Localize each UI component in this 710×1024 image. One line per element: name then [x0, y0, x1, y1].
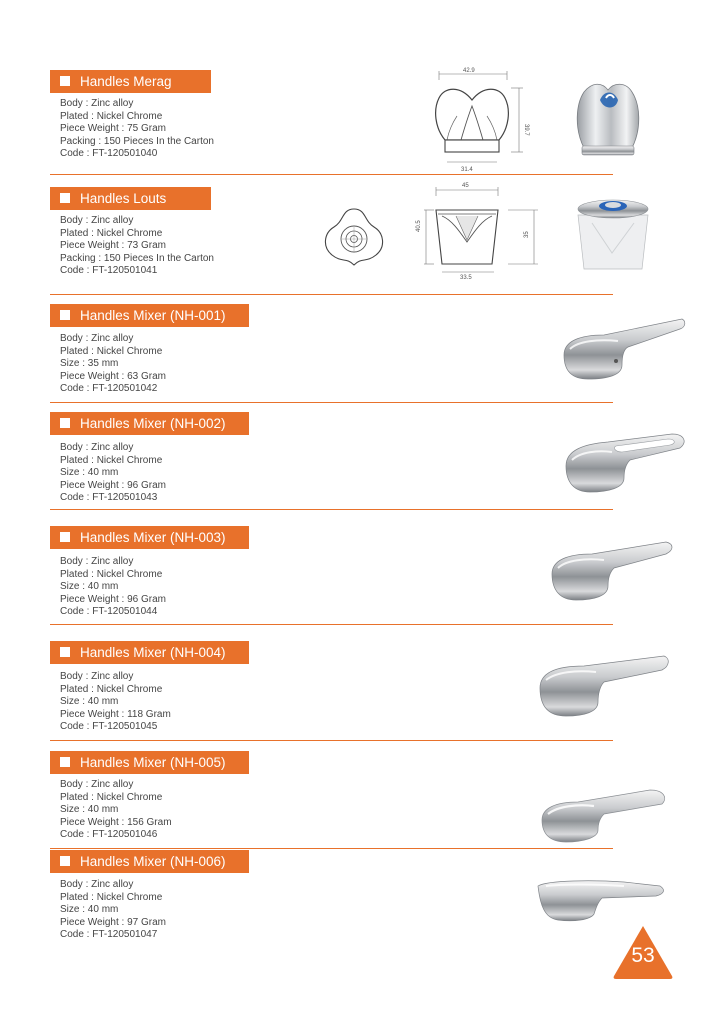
- spec-plated: Plated : Nickel Chrome: [60, 345, 163, 357]
- spec-weight: Piece Weight : 118 Gram: [60, 708, 171, 720]
- spec-body: Body : Zinc alloy: [60, 671, 134, 682]
- spec-code: Code : FT-120501042: [60, 383, 158, 395]
- product-title: Handles Mixer (NH-005): [80, 755, 226, 770]
- spec-weight: Piece Weight : 73 Gram: [60, 240, 166, 252]
- product-header-nh-002: [50, 412, 249, 435]
- product-specs: [60, 215, 214, 278]
- checkbox-square-icon: [60, 418, 70, 428]
- spec-code: Code : FT-120501043: [60, 492, 158, 504]
- nh-001-handle-photo: [558, 315, 688, 383]
- checkbox-square-icon: [60, 76, 70, 86]
- product-title: Handles Merag: [80, 74, 172, 89]
- checkbox-square-icon: [60, 647, 70, 657]
- nh-005-handle-photo: [538, 786, 672, 844]
- product-title: Handles Mixer (NH-003): [80, 530, 226, 545]
- section-divider: [50, 402, 613, 403]
- page-number: 53: [631, 944, 655, 967]
- product-title: Handles Mixer (NH-002): [80, 416, 226, 431]
- spec-weight: Piece Weight : 63 Gram: [60, 370, 166, 382]
- merag-technical-drawing: [425, 66, 535, 176]
- louts-handle-photo: [572, 193, 654, 277]
- spec-size: Size : 35 mm: [60, 358, 119, 370]
- spec-size: Size : 40 mm: [60, 804, 119, 816]
- spec-packing: Packing : 150 Pieces In the Carton: [60, 252, 214, 264]
- product-title: Handles Mixer (NH-004): [80, 645, 226, 660]
- product-specs: [60, 556, 166, 619]
- spec-weight: Piece Weight : 75 Gram: [60, 123, 166, 135]
- product-header-nh-004: [50, 641, 249, 664]
- spec-body: Body : Zinc alloy: [60, 98, 134, 109]
- spec-code: Code : FT-120501046: [60, 829, 158, 841]
- spec-plated: Plated : Nickel Chrome: [60, 227, 163, 239]
- spec-body: Body : Zinc alloy: [60, 442, 134, 453]
- dim-width: 45: [462, 183, 469, 189]
- spec-plated: Plated : Nickel Chrome: [60, 683, 163, 695]
- spec-body: Body : Zinc alloy: [60, 556, 134, 567]
- spec-weight: Piece Weight : 97 Gram: [60, 916, 166, 928]
- section-divider: [50, 294, 613, 295]
- dim-height-right: 35: [524, 231, 530, 238]
- product-header-nh-005: [50, 751, 249, 774]
- spec-body: Body : Zinc alloy: [60, 879, 134, 890]
- spec-code: Code : FT-120501045: [60, 721, 158, 733]
- spec-weight: Piece Weight : 156 Gram: [60, 816, 172, 828]
- nh-002-handle-photo: [560, 430, 690, 496]
- louts-technical-drawing: [412, 180, 542, 280]
- spec-plated: Plated : Nickel Chrome: [60, 791, 163, 803]
- spec-body: Body : Zinc alloy: [60, 215, 134, 226]
- product-header-louts: [50, 187, 211, 210]
- nh-004-handle-photo: [536, 652, 672, 720]
- product-header-merag: [50, 70, 211, 93]
- spec-size: Size : 40 mm: [60, 696, 119, 708]
- product-title: Handles Mixer (NH-001): [80, 308, 226, 323]
- product-header-nh-006: [50, 850, 249, 873]
- dim-height: 39.7: [523, 124, 529, 136]
- spec-code: Code : FT-120501041: [60, 265, 158, 277]
- spec-plated: Plated : Nickel Chrome: [60, 891, 163, 903]
- section-divider: [50, 740, 613, 741]
- nh-006-handle-photo: [534, 874, 668, 922]
- dim-height-left: 40.5: [416, 220, 422, 232]
- spec-packing: Packing : 150 Pieces In the Carton: [60, 135, 214, 147]
- spec-code: Code : FT-120501047: [60, 929, 158, 941]
- merag-handle-photo: [572, 76, 644, 162]
- louts-top-view-drawing: [318, 203, 390, 275]
- section-divider: [50, 509, 613, 510]
- section-divider: [50, 624, 613, 625]
- spec-plated: Plated : Nickel Chrome: [60, 110, 163, 122]
- spec-plated: Plated : Nickel Chrome: [60, 568, 163, 580]
- spec-size: Size : 40 mm: [60, 467, 119, 479]
- spec-weight: Piece Weight : 96 Gram: [60, 479, 166, 491]
- spec-code: Code : FT-120501040: [60, 148, 158, 160]
- product-specs: [60, 671, 171, 734]
- product-specs: [60, 333, 166, 396]
- product-title: Handles Louts: [80, 191, 167, 206]
- spec-size: Size : 40 mm: [60, 581, 119, 593]
- checkbox-square-icon: [60, 856, 70, 866]
- section-divider: [50, 848, 613, 849]
- checkbox-square-icon: [60, 193, 70, 203]
- product-title: Handles Mixer (NH-006): [80, 854, 226, 869]
- product-specs: [60, 879, 166, 942]
- spec-plated: Plated : Nickel Chrome: [60, 454, 163, 466]
- checkbox-square-icon: [60, 532, 70, 542]
- spec-body: Body : Zinc alloy: [60, 779, 134, 790]
- product-header-nh-003: [50, 526, 249, 549]
- page-number-badge: [612, 924, 674, 980]
- checkbox-square-icon: [60, 757, 70, 767]
- product-specs: [60, 779, 172, 842]
- product-specs: [60, 442, 166, 505]
- spec-code: Code : FT-120501044: [60, 606, 158, 618]
- dim-base: 31.4: [461, 167, 473, 173]
- spec-size: Size : 40 mm: [60, 904, 119, 916]
- nh-003-handle-photo: [548, 538, 678, 602]
- section-divider: [50, 174, 613, 175]
- dim-width: 42.9: [463, 68, 475, 74]
- checkbox-square-icon: [60, 310, 70, 320]
- product-specs: [60, 98, 214, 161]
- product-header-nh-001: [50, 304, 249, 327]
- spec-body: Body : Zinc alloy: [60, 333, 134, 344]
- spec-weight: Piece Weight : 96 Gram: [60, 593, 166, 605]
- dim-base: 33.5: [460, 275, 472, 280]
